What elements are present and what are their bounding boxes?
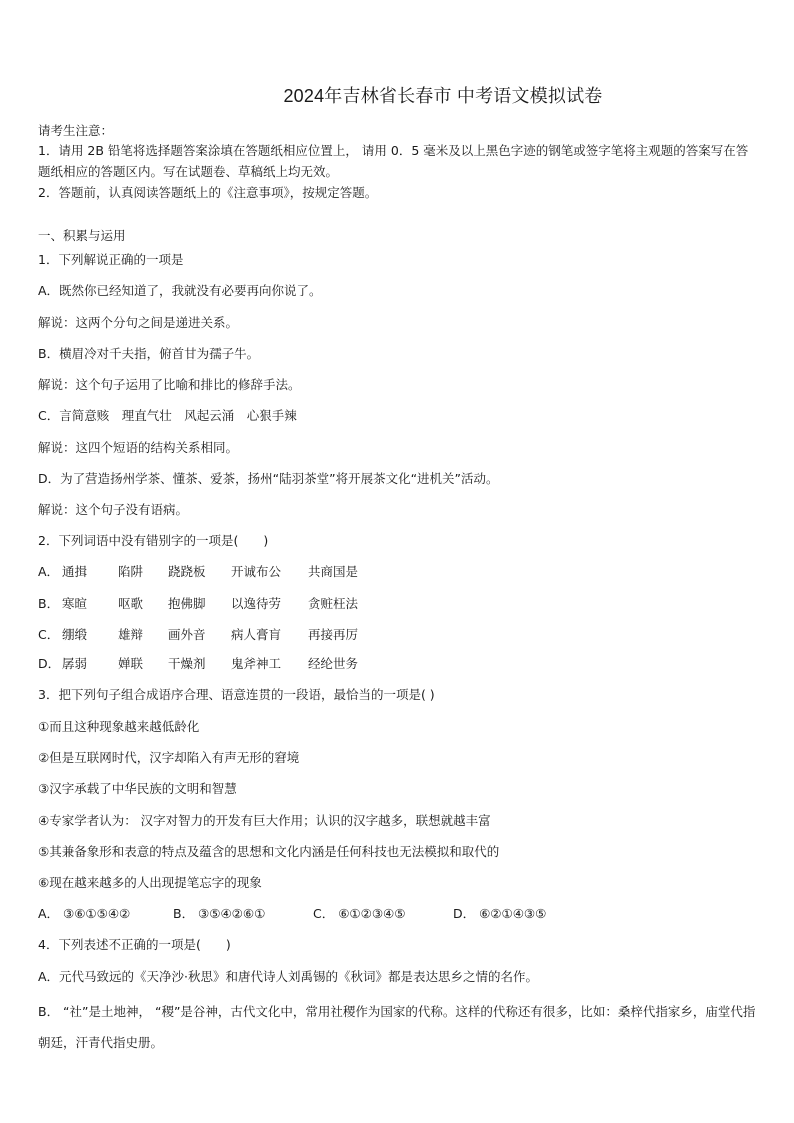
q3-option-a: A． ③⑥①⑤④② [38,906,131,921]
q2-word: 抱佛脚 [168,596,206,611]
q2-word: 呕歌 [118,596,144,611]
q3-sentence-2: ②但是互联网时代，汉字却陷入有声无形的窘境 [38,750,300,765]
notice-heading: 请考生注意： [38,123,114,138]
q2-word: 寒暄 [62,596,88,611]
q1-option-d: D．为了营造扬州学茶、懂茶、爱茶，扬州“陆羽茶堂”将开展茶文化“进机关”活动。 [38,471,499,486]
q3-sentence-5: ⑤其兼备象形和表意的特点及蕴含的思想和文化内涵是任何科技也无法模拟和取代的 [38,844,500,859]
q2-word: 鬼斧神工 [231,656,282,671]
q2-option-label: C． [38,627,60,642]
notice-item-2: 2．答题前，认真阅读答题纸上的《注意事项》，按规定答题。 [38,185,378,200]
q3-sentence-3: ③汉字承载了中华民族的文明和智慧 [38,781,237,796]
q2-word: 再接再厉 [308,627,359,642]
q2-option-a [38,563,760,581]
q2-option-label: B． [38,596,60,611]
q2-stem: 2．下列词语中没有错别字的一项是( ) [38,533,269,548]
q3-stem: 3．把下列句子组合成语序合理、语意连贯的一段语，最恰当的一项是( ) [38,687,435,702]
q3-sentence-4: ④专家学者认为： 汉字对智力的开发有巨大作用；认识的汉字越多，联想就越丰富 [38,813,491,828]
q2-option-label: A． [38,564,60,579]
q1-option-b: B．横眉冷对千夫指，俯首甘为孺子牛。 [38,346,260,361]
q2-word: 经纶世务 [308,656,359,671]
q1-explanation-b: 解说：这个句子运用了比喻和排比的修辞手法。 [38,377,301,392]
q2-word: 婵联 [118,656,144,671]
q3-sentence-1: ①而且这种现象越来越低龄化 [38,719,200,734]
q3-option-d: D． ⑥②①④③⑤ [453,906,547,921]
q3-sentence-6: ⑥现在越来越多的人出现提笔忘字的现象 [38,875,262,890]
q2-word: 孱弱 [62,656,88,671]
q3-options [38,905,760,923]
q2-word: 跷跷板 [168,564,206,579]
q1-option-a: A．既然你已经知道了，我就没有必要再向你说了。 [38,283,322,298]
q2-word: 干燥剂 [168,656,206,671]
q4-option-b: B． “社”是土地神， “稷”是谷神，古代文化中，常用社稷作为国家的代称。这样的代称还有很多，比如：桑梓代指家乡，庙堂代指朝廷，汗青代指史册。 [38,1004,756,1050]
section-heading: 一、积累与运用 [38,228,126,243]
q2-option-c [38,626,760,644]
q2-word: 雄辩 [118,627,144,642]
q2-word: 开诚布公 [231,564,282,579]
q3-option-b: B． ③⑤④②⑥① [173,906,266,921]
q1-stem: 1．下列解说正确的一项是 [38,252,184,267]
q2-word: 共商国是 [308,564,359,579]
q2-option-label: D． [38,656,61,671]
q4-option-a: A．元代马致远的《天净沙·秋思》和唐代诗人刘禹锡的《秋词》都是表达思乡之情的名作。 [38,969,539,984]
q2-word: 以逸待劳 [231,596,282,611]
q2-word: 通揖 [62,564,88,579]
exam-title: 2024年吉林省长春市 中考语文模拟试卷 [283,86,603,106]
q1-option-c: C．言简意赅 理直气壮 风起云涌 心狠手辣 [38,408,297,423]
q2-word: 画外音 [168,627,206,642]
q1-explanation-a: 解说：这两个分句之间是递进关系。 [38,315,239,330]
q2-word: 病人膏肓 [231,627,282,642]
q2-word: 贪赃枉法 [308,596,359,611]
q1-explanation-c: 解说：这四个短语的结构关系相同。 [38,440,239,455]
q4-stem: 4．下列表述不正确的一项是( ) [38,937,231,952]
q2-option-b [38,595,760,613]
q2-word: 陷阱 [118,564,144,579]
notice-item-1: 1．请用 2B 铅笔将选择题答案涂填在答题纸相应位置上， 请用 0．5 毫米及以上黑色字迹的钢笔或签字笔将主观题的答案写在答题纸相应的答题区内。写在试题卷、草稿纸上均无效。 [38,143,749,179]
q1-explanation-d: 解说：这个句子没有语病。 [38,502,189,517]
q3-option-c: C． ⑥①②③④⑤ [313,906,406,921]
q2-word: 绷缎 [62,627,88,642]
q2-option-d [38,655,760,673]
